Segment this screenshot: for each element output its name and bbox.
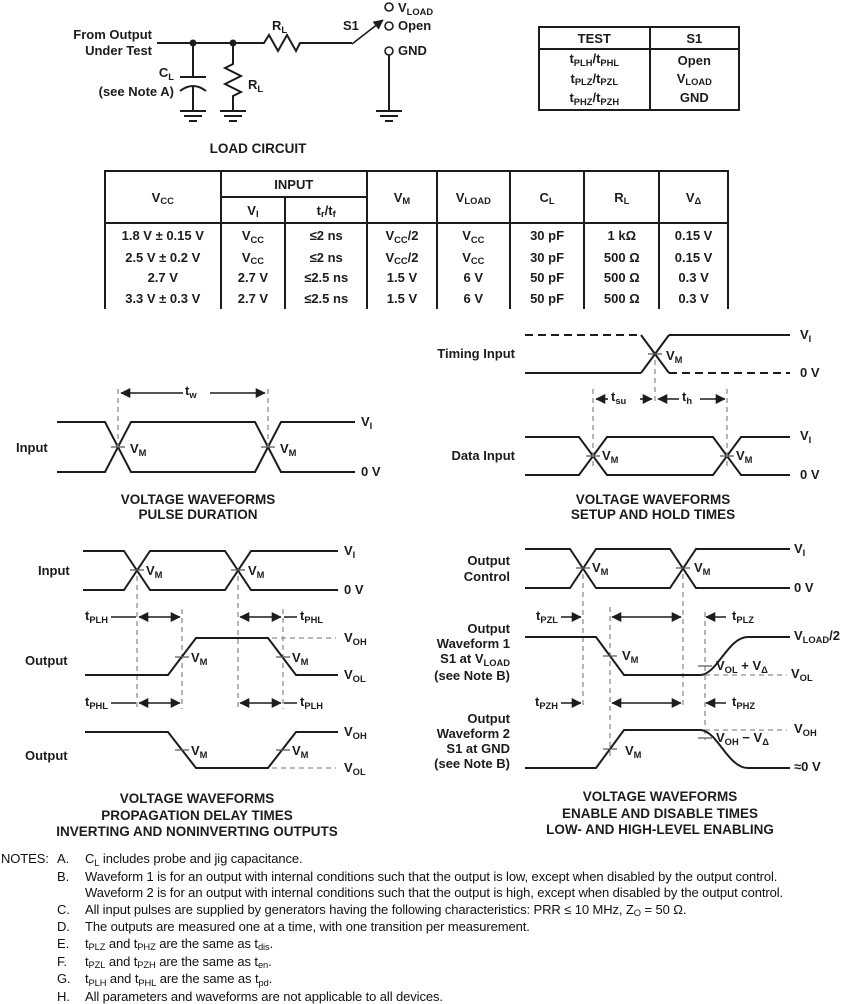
param-cell: 6 V: [437, 287, 510, 309]
tphz-label: tPHZ: [732, 694, 756, 711]
note-letter: B.: [57, 868, 70, 884]
header-vdelta: VΔ: [659, 171, 728, 223]
waveform1-line4: (see Note B): [434, 668, 510, 683]
param-cell: VCC: [221, 247, 286, 267]
gnd-terminal: [385, 47, 393, 55]
note-h: [57, 989, 857, 1004]
vi-label: VI: [361, 414, 373, 431]
note-text: tPLH and tPHL are the same as tpd.: [85, 971, 273, 988]
header-vm: VM: [367, 171, 437, 223]
vm-label: VM: [292, 743, 309, 760]
param-cell: 3.3 V ± 0.3 V: [105, 287, 221, 309]
param-cell: 50 pF: [510, 267, 585, 287]
tpzh-label: tPZH: [534, 694, 558, 711]
test-row: tPHZ/tPZH: [569, 90, 620, 107]
param-row: [105, 267, 728, 287]
output-label: Output: [25, 653, 68, 668]
guide-lines: [137, 576, 283, 709]
setup-hold-caption-line1: VOLTAGE WAVEFORMS: [575, 492, 731, 507]
ticks: [603, 738, 712, 749]
param-cell: VCC/2: [367, 247, 437, 267]
note-b-line2: Waveform 2 is for an output with internal conditions such that the output is high, except when disabled by the output control.: [85, 885, 784, 901]
open-terminal: [385, 22, 393, 30]
input-label: Input: [38, 563, 70, 578]
waveform1-line3: S1 at VLOAD: [440, 651, 510, 668]
vload-terminal: [385, 3, 393, 11]
shunt-resistor: [225, 43, 241, 111]
voh-label: VOH: [794, 721, 817, 738]
note-text: All input pulses are supplied by generators having the following characteristics: PRR ≤ 10 MHz, ZO = 50 Ω.: [85, 901, 687, 919]
vi-label: VI: [794, 541, 806, 558]
cl-label: CL: [158, 65, 174, 82]
input-waveform: [83, 551, 338, 590]
waveform2-label: [370, 711, 510, 771]
zero-v-label: 0 V: [344, 582, 364, 597]
param-cell: 6 V: [437, 267, 510, 287]
test-table-tests-cell: [539, 49, 650, 110]
voh-label: VOH: [344, 724, 367, 741]
param-cell: 30 pF: [510, 247, 585, 267]
param-cell: 30 pF: [510, 223, 585, 247]
output-control-line2: Control: [463, 569, 510, 584]
ground-symbol: [376, 111, 402, 121]
param-row: [105, 247, 728, 267]
note-d: [57, 919, 857, 936]
header-vcc: VCC: [105, 171, 221, 223]
th-label: th: [682, 389, 693, 406]
ground-symbol: [220, 111, 246, 121]
param-cell: 1.5 V: [367, 267, 437, 287]
tplz-label: tPLZ: [732, 608, 754, 625]
header-trtf: tr/tf: [285, 197, 367, 223]
param-cell: 500 Ω: [584, 247, 659, 267]
vol-label: VOL: [344, 667, 366, 684]
vm-label: VM: [191, 650, 208, 667]
setup-hold-caption: [571, 493, 735, 522]
prop-delay-caption-line2: PROPAGATION DELAY TIMES: [101, 807, 293, 823]
vm-label: VM: [191, 743, 208, 760]
input-waveform: [57, 422, 355, 472]
waveform2-line3: S1 at GND: [446, 741, 510, 756]
vm-label: VM: [694, 560, 711, 577]
vi-label: VI: [800, 327, 812, 344]
param-cell: VCC: [437, 247, 510, 267]
note-letter: G.: [57, 971, 71, 987]
zero-v-label: 0 V: [794, 580, 814, 595]
test-row: tPLZ/tPZL: [570, 70, 619, 88]
notes-title: NOTES:: [1, 851, 49, 866]
note-letter: E.: [57, 935, 70, 951]
param-cell: VCC: [437, 223, 510, 247]
capacitor: [180, 43, 206, 111]
parameter-table: [104, 170, 729, 309]
waveform1-line1: Output: [467, 621, 510, 636]
notes-section: [0, 851, 857, 1004]
note-letter: H.: [57, 988, 70, 1004]
test-table-header-test: TEST: [539, 27, 650, 49]
vol-plus-vdelta-label: VOL + VΔ: [716, 658, 768, 675]
param-cell: ≤2 ns: [285, 223, 367, 247]
timing-input-label: Timing Input: [437, 346, 515, 361]
from-output-line1: From Output: [73, 27, 152, 42]
vm-label: VM: [625, 743, 642, 760]
param-cell: 1.8 V ± 0.15 V: [105, 223, 221, 247]
param-cell: 0.3 V: [659, 267, 728, 287]
param-cell: 500 Ω: [584, 267, 659, 287]
vload-half-label: VLOAD/2: [794, 628, 840, 645]
waveform2-line4: (see Note B): [434, 756, 510, 771]
param-row: [105, 223, 728, 247]
vm-label: VM: [292, 650, 309, 667]
pulse-caption-line1: VOLTAGE WAVEFORMS: [120, 492, 276, 507]
param-cell: 2.7 V: [105, 267, 221, 287]
rl-shunt-label: RL: [248, 77, 264, 94]
param-cell: 50 pF: [510, 287, 585, 309]
data-input-label: Data Input: [451, 448, 515, 463]
gnd-label: GND: [398, 43, 427, 58]
vm-label: VM: [248, 563, 265, 580]
note-b-line1: Waveform 1 is for an output with internal conditions such that the output is low, except when disabled by the output control.: [85, 868, 778, 884]
param-cell: 2.7 V: [221, 267, 286, 287]
waveform2-line2: Waveform 2: [436, 726, 510, 741]
vm-label: VM: [736, 448, 753, 465]
control-waveform: [525, 549, 790, 588]
vol-label: VOL: [791, 666, 813, 683]
param-cell: 0.3 V: [659, 287, 728, 309]
vload-label: VLOAD: [398, 0, 434, 17]
note-text: [85, 869, 857, 902]
voh-label: VOH: [344, 630, 367, 647]
note-c: [57, 902, 857, 920]
note-b: [57, 869, 857, 902]
vm-label: VM: [666, 348, 683, 365]
note-text: tPZL and tPZH are the same as ten.: [85, 953, 272, 971]
test-table-header-s1: S1: [650, 27, 739, 49]
cl-label-block: [74, 64, 174, 100]
param-cell: 0.15 V: [659, 247, 728, 267]
param-cell: 1.5 V: [367, 287, 437, 309]
param-cell: ≤2.5 ns: [285, 287, 367, 309]
test-row: tPLH/tPHL: [569, 51, 620, 68]
note-text: tPLZ and tPHZ are the same as tdis.: [85, 935, 274, 953]
zero-v-label: 0 V: [800, 365, 820, 380]
tpzl-label: tPZL: [536, 608, 558, 625]
tplh-label: tPLH: [300, 694, 324, 711]
open-label: Open: [398, 18, 432, 33]
header-cl: CL: [510, 171, 585, 223]
vi-label: VI: [344, 543, 356, 560]
note-text: The outputs are measured one at a time, with one transition per measurement.: [85, 919, 530, 935]
control-waveform: [525, 549, 790, 588]
prop-delay-caption: [56, 791, 338, 841]
waveform1-label: [370, 621, 510, 683]
header-input: INPUT: [221, 171, 368, 197]
param-cell: VCC/2: [367, 223, 437, 247]
enable-disable-caption: [546, 789, 774, 839]
output-control-line1: Output: [467, 553, 510, 568]
pulse-caption: [121, 493, 276, 522]
pulse-caption-line2: PULSE DURATION: [138, 506, 258, 522]
cl-note-label: (see Note A): [98, 84, 174, 99]
waveform2-line1: Output: [467, 711, 510, 726]
header-vi: VI: [221, 197, 286, 223]
enable-disable-caption-line1: VOLTAGE WAVEFORMS: [582, 789, 738, 804]
vol-label: VOL: [344, 760, 366, 777]
pulse-duration-lines: [57, 389, 355, 472]
s1-row: Open: [677, 53, 711, 68]
tw-label: tw: [185, 383, 197, 400]
approx-zero-label: ≈0 V: [794, 759, 821, 774]
setup-hold-caption-line2: SETUP AND HOLD TIMES: [570, 506, 736, 522]
param-cell: 0.15 V: [659, 223, 728, 247]
voh-minus-vdelta-label: VOH − VΔ: [716, 730, 769, 747]
input-waveform: [83, 551, 338, 590]
ticks: [603, 656, 712, 666]
param-cell: 2.5 V ± 0.2 V: [105, 247, 221, 267]
enable-disable-caption-line3: LOW- AND HIGH-LEVEL ENABLING: [546, 822, 774, 837]
vm-label: VM: [602, 448, 619, 465]
waveform1-line2: Waveform 1: [436, 636, 510, 651]
vm-label: VM: [130, 441, 147, 458]
vm-label: VM: [146, 563, 163, 580]
header-rl: RL: [584, 171, 659, 223]
output-control-label: [390, 553, 510, 585]
output-label: Output: [25, 748, 68, 763]
test-table: [538, 26, 740, 111]
s1-label: S1: [343, 18, 359, 33]
param-cell: VCC: [221, 223, 286, 247]
param-cell: ≤2.5 ns: [285, 267, 367, 287]
note-text: CL includes probe and jig capacitance.: [85, 851, 303, 868]
prop-delay-caption-line1: VOLTAGE WAVEFORMS: [119, 791, 275, 806]
param-cell: 2.7 V: [221, 287, 286, 309]
note-e: [57, 936, 857, 954]
note-letter: F.: [57, 953, 67, 969]
test-table-s1-cell: [650, 49, 739, 110]
param-cell: 1 kΩ: [584, 223, 659, 247]
zero-v-label: 0 V: [800, 467, 820, 482]
tphl-label: tPHL: [84, 694, 108, 711]
enable-disable-caption-line2: ENABLE AND DISABLE TIMES: [561, 805, 759, 821]
note-letter: C.: [57, 901, 70, 917]
vm-label: VM: [592, 560, 609, 577]
vm-label: VM: [622, 648, 639, 665]
note-letter: A.: [57, 851, 70, 866]
tsu-label: tsu: [611, 389, 627, 406]
note-text: All parameters and waveforms are not applicable to all devices.: [85, 988, 443, 1004]
vm-label: VM: [280, 441, 297, 458]
param-cell: 500 Ω: [584, 287, 659, 309]
header-vload: VLOAD: [437, 171, 510, 223]
from-output-label: [60, 27, 152, 59]
tplh-label: tPLH: [84, 608, 108, 625]
rl-series-label: RL: [272, 18, 288, 35]
zero-v-label: 0 V: [361, 464, 381, 479]
note-g: [57, 971, 857, 989]
tphl-label: tPHL: [300, 608, 324, 625]
pulse-input-label: Input: [16, 440, 48, 455]
note-f: [57, 954, 857, 972]
note-letter: D.: [57, 919, 70, 935]
load-wire-and-series-resistor: [157, 35, 352, 51]
s1-row: VLOAD: [676, 70, 712, 88]
input-waveform: [57, 422, 355, 472]
s1-row: GND: [679, 90, 709, 105]
vi-label: VI: [800, 428, 812, 445]
note-a: [57, 851, 857, 869]
load-circuit-caption: LOAD CIRCUIT: [209, 141, 307, 156]
param-cell: ≤2 ns: [285, 247, 367, 267]
prop-delay-caption-line3: INVERTING AND NONINVERTING OUTPUTS: [56, 824, 338, 839]
from-output-line2: Under Test: [85, 43, 152, 58]
param-row: [105, 287, 728, 309]
ground-symbol: [180, 111, 206, 121]
